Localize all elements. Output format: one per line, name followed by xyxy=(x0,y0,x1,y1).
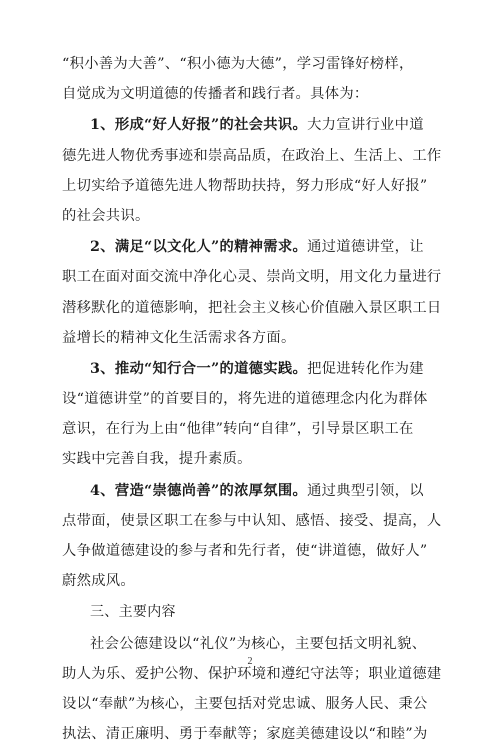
list-item-text: 把促进转化作为建 xyxy=(307,360,424,377)
list-item-text: 大力宣讲行业中道 xyxy=(307,117,424,134)
text-line: 自觉成为文明道德的传播者和践行者。具体为： xyxy=(62,86,369,103)
section-heading: 三、主要内容 xyxy=(90,604,176,621)
list-item-title: 1、形成“好人好报”的社会共识。 xyxy=(90,117,308,134)
text-line: 职工在面对面交流中净化心灵、崇尚文明，用文化力量进行 xyxy=(62,269,442,286)
list-item-title: 3、推动“知行合一”的道德实践。 xyxy=(90,360,308,377)
text-line: 德先进人物优秀事迹和崇高品质，在政治上、生活上、工作 xyxy=(62,147,442,164)
text-line: 实践中完善自我，提升素质。 xyxy=(62,451,252,468)
list-item-1-heading xyxy=(62,110,446,140)
page-number: 2 xyxy=(247,656,253,667)
text-line: 上切实给予道德先进人物帮助扶持，努力形成“好人好报” xyxy=(62,177,428,194)
text-line: 执法、清正廉明、勇于奉献等；家庭美德建设以“和睦”为 xyxy=(62,726,428,743)
text-line: 人争做道德建设的参与者和先行者，使“讲道德，做好人” xyxy=(62,543,428,559)
list-item-text: 通过典型引领，以 xyxy=(307,482,424,499)
text-line: 意识，在行为上由“他律”转向“自律”，引导景区职工在 xyxy=(62,421,414,438)
text-line: 潜移默化的道德影响，把社会主义核心价值融入景区职工日 xyxy=(62,299,442,316)
text-line: “积小善为大善”、“积小德为大德”，学习雷锋好榜样， xyxy=(62,56,414,72)
text-line: 的社会共识。 xyxy=(62,207,150,224)
list-item-2-heading xyxy=(62,232,446,262)
paragraph-first-line: 社会公德建设以“礼仪”为核心，主要包括文明礼貌、 xyxy=(90,635,427,652)
list-item-3-heading xyxy=(62,354,446,384)
text-line: 蔚然成风。 xyxy=(62,573,135,590)
body-text xyxy=(62,49,446,749)
list-item-text: 通过道德讲堂，让 xyxy=(307,239,424,256)
text-line: 设“道德讲堂”的首要目的，将先进的道德理念内化为群体 xyxy=(62,391,428,408)
list-item-4-heading xyxy=(62,476,446,506)
text-line: 点带面，使景区职工在参与中认知、感悟、接受、提高，人 xyxy=(62,512,442,529)
text-line: 设以“奉献”为核心，主要包括对党忠诚、服务人民、秉公 xyxy=(62,695,428,712)
text-line: 益增长的精神文化生活需求各方面。 xyxy=(62,329,296,346)
text-line: 助人为乐、爱护公物、保护环境和遵纪守法等；职业道德建 xyxy=(62,665,442,682)
list-item-title: 4、营造“崇德尚善”的浓厚氛围。 xyxy=(90,482,308,499)
list-item-title: 2、满足“以文化人”的精神需求。 xyxy=(90,239,308,256)
